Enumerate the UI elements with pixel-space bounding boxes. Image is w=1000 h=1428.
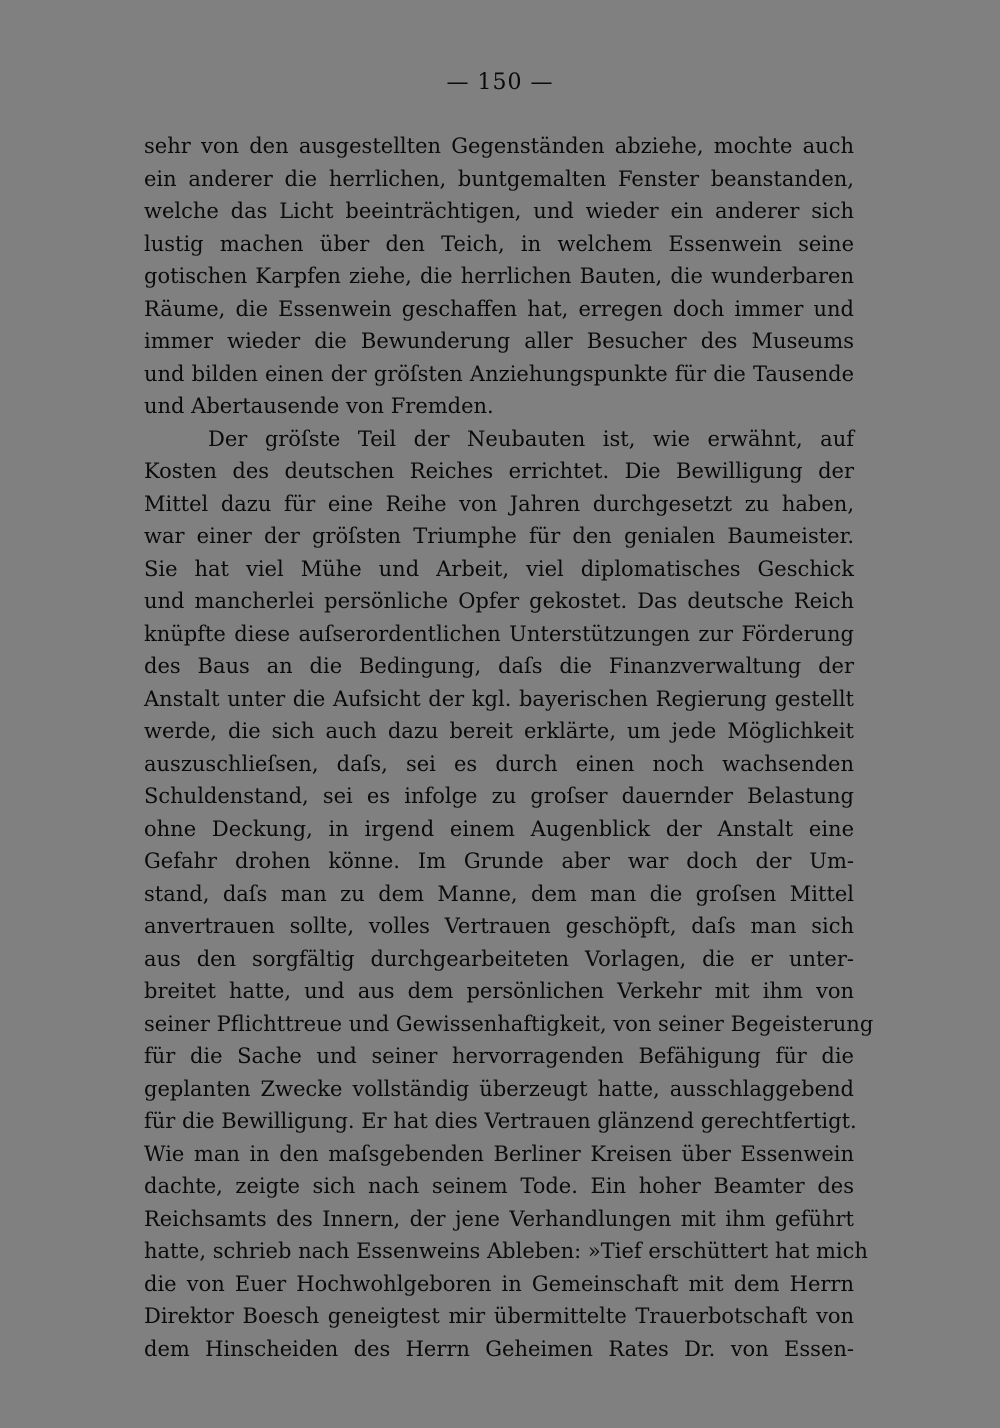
text-line: ein anderer die herrlichen, buntgemalten Fenster beanstanden, (144, 166, 854, 191)
text-line: hatte, schrieb nach Essenweins Ableben: »Tief erschüttert hat mich (144, 1239, 868, 1263)
text-line: breitet hatte, und aus dem persönlichen Verkehr mit ihm von (144, 979, 854, 1003)
text-line: sehr von den ausgestellten Gegenständen abziehe, mochte auch (144, 134, 854, 158)
text-line: dachte, zeigte sich nach seinem Tode. Ein hoher Beamter des (144, 1174, 854, 1198)
text-line: knüpfte diese auſserordentlichen Unterstützungen zur Förderung (144, 621, 854, 646)
text-line: Direktor Boesch geneigtest mir übermittelte Trauerbotschaft von (144, 1304, 854, 1328)
text-line: Mittel dazu für eine Reihe von Jahren durchgesetzt zu haben, (144, 491, 854, 516)
text-line: des Baus an die Bedingung, daſs die Finanzverwaltung der (144, 654, 854, 678)
text-line: Schuldenstand, sei es infolge zu groſser dauernder Belastung (144, 784, 854, 808)
text-line: anvertrauen sollte, volles Vertrauen geschöpft, daſs man sich (144, 914, 854, 938)
text-line: und bilden einen der gröſsten Anziehungspunkte für die Tausende (144, 361, 854, 386)
body-text (144, 130, 874, 1365)
text-line: ohne Deckung, in irgend einem Augenblick der Anstalt eine (144, 816, 854, 841)
text-line: Räume, die Essenwein geschaffen hat, erregen doch immer und (144, 296, 854, 321)
text-line: immer wieder die Bewunderung aller Besucher des Museums (144, 329, 854, 353)
text-line: für die Sache und seiner hervorragenden Befähigung für die (144, 1044, 854, 1068)
text-line: Kosten des deutschen Reiches errichtet. Die Bewilligung der (144, 459, 854, 483)
text-line: aus den sorgfältig durchgearbeiteten Vorlagen, die er unter- (144, 946, 854, 971)
text-line: Gefahr drohen könne. Im Grunde aber war doch der Um- (144, 849, 854, 873)
text-line: stand, daſs man zu dem Manne, dem man die groſsen Mittel (144, 881, 854, 906)
text-line: die von Euer Hochwohlgeboren in Gemeinschaft mit dem Herrn (144, 1271, 854, 1296)
text-line: dem Hinscheiden des Herrn Geheimen Rates Dr. von Essen- (144, 1336, 854, 1361)
text-line: welche das Licht beeinträchtigen, und wieder ein anderer sich (144, 199, 854, 223)
text-line: und mancherlei persönliche Opfer gekostet. Das deutsche Reich (144, 589, 854, 613)
text-line: für die Bewilligung. Er hat dies Vertrauen glänzend gerechtfertigt. (144, 1109, 857, 1133)
text-line: Sie hat viel Mühe und Arbeit, viel diplomatisches Geschick (144, 556, 854, 581)
page-number-header: — 150 — (446, 70, 554, 95)
text-line: geplanten Zwecke vollständig überzeugt hatte, ausschlaggebend (144, 1076, 854, 1101)
text-line: lustig machen über den Teich, in welchem Essenwein seine (144, 231, 854, 256)
paragraph-start-line: Der gröſste Teil der Neubauten ist, wie erwähnt, auf (208, 426, 854, 451)
text-line: auszuschlieſsen, daſs, sei es durch einen noch wachsenden (144, 751, 854, 776)
text-line: werde, die sich auch dazu bereit erklärte, um jede Möglichkeit (144, 719, 854, 743)
paragraph-end-line: und Abertausende von Fremden. (144, 394, 494, 418)
text-line: Wie man in den maſsgebenden Berliner Kreisen über Essenwein (144, 1141, 854, 1166)
text-line: gotischen Karpfen ziehe, die herrlichen Bauten, die wunderbaren (144, 264, 854, 288)
text-line: seiner Pflichttreue und Gewissenhaftigkeit, von seiner Begeisterung (144, 1011, 874, 1036)
text-line: Reichsamts des Innern, der jene Verhandlungen mit ihm geführt (144, 1206, 854, 1231)
text-line: war einer der gröſsten Triumphe für den genialen Baumeister. (144, 524, 854, 548)
text-line: Anstalt unter die Aufsicht der kgl. bayerischen Regierung gestellt (144, 686, 854, 711)
